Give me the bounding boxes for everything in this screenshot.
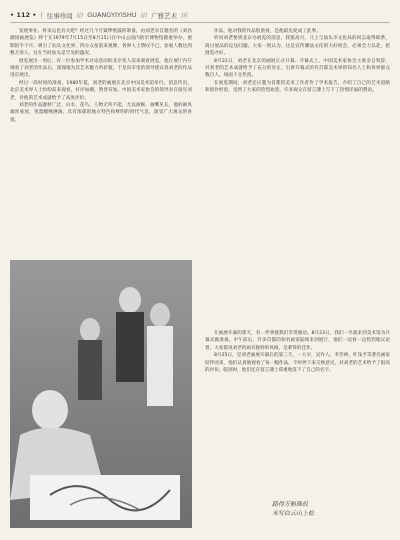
paragraph: 在画展开幕的那天，有一件事使我们非常感动。8月23日，我们一早就来到美术馆为开幕式做准备。中午前后，许多首都的知名画家陆续来到展厅，他们一边看一边热烈地议论着，大家都说刘老的画有独特的风格，是难得的佳作。	[205, 331, 390, 351]
paragraph: 发展事业，将来运也有关吧？经过几个月紧锣密鼓的筹备，由刘老亲自题名的《刘昌潮国画展览》终于在1979年7月15日至8月15日在中山公园内的市博物馆隆重举办。展期的半个月，吸引了汕头文化界，四方众星前来观摩，各界人士赞叹不已。参观人数达到数万余人，这在当时汕头是罕见的盛况。	[10, 29, 192, 57]
right-lower-text	[205, 330, 390, 374]
poem-inscription	[272, 500, 382, 518]
left-text-column	[10, 28, 192, 124]
poem-line: 未写白云山上松	[272, 510, 315, 517]
section-pinyin: GUANGYIYISHU	[87, 11, 137, 19]
section-title: 往事珍闻	[46, 11, 73, 20]
photo-illustration	[10, 260, 192, 528]
paragraph: 作品，他对我的作品很重视，是他最先促成了此事。	[214, 29, 321, 34]
right-text-column	[205, 28, 390, 95]
paragraph: 听说刘老要到北京办展览的消息，我很高兴，马上与汕头市文化局的同志取得联系，商讨展品的运送问题。大家一致认为，这是宣传潮汕文化的大好机会，必须全力以赴，把展览办好。	[205, 36, 390, 57]
page-header: • 112 • | 往事珍闻 /// GUANGYIYISHU /// 广雅艺术 ///	[10, 8, 390, 23]
section-title-2: 广雅艺术	[151, 11, 178, 20]
paragraph: 刘老的作品题材广泛，山水、花鸟、人物无所不能，尤以画猴、画鹰见长。他的画风雄浑豪放，笔墨酣畅淋漓，具有浓郁的地方特色和鲜明的时代气息，深受广大观众的喜爱。	[10, 103, 192, 123]
page-number: • 112 •	[10, 11, 37, 19]
paragraph: 8月22日，刘老在北京的画展正式开幕。开幕式上，中国美术家协会主席亲自致辞，对刘老的艺术成就给予了充分的肯定。出席开幕式的有首都美术界的知名人士和各界群众数百人，场面十分热烈。	[205, 58, 390, 79]
poem-line: 路得万斛珠玑	[272, 501, 309, 508]
paragraph: 展览展出一周后，有一位参加学术讨论活动的北京客人前来观看展览，他在展厅内仔细看了刘老的作品后，深深地为其艺术魅力所折服，于是向市里的领导建议将刘老的作品进京展出。	[10, 58, 192, 79]
paragraph: 在展览期间，刘老还应邀为首都的美术工作者作了学术报告，介绍了自己的艺术道路和创作经验，受到了大家的热烈欢迎。许多观众在留言簿上写下了热情洋溢的赞语。	[205, 80, 390, 94]
paragraph: 经过一段时间的准备，1980年夏，刘老的画展在北京中国美术馆举行。消息传出，北京美术界人士纷纷前来观看，好评如潮，赞誉有加。中国美术家协会的领导亲自接见刘老，对他的艺术成就给予了高度评价。	[10, 80, 192, 101]
paragraph: 8月25日，是刘老画展开幕后的第三天，一大早，吴作人、李苦禅、叶浅予等著名画家结伴而来，他们认真地观看了每一幅作品，不时停下来交换意见，对刘老的艺术给予了很高的评价。临别时，他们还在留言簿上郑重地签下了自己的名字。	[205, 353, 390, 374]
historical-photo	[10, 260, 192, 528]
